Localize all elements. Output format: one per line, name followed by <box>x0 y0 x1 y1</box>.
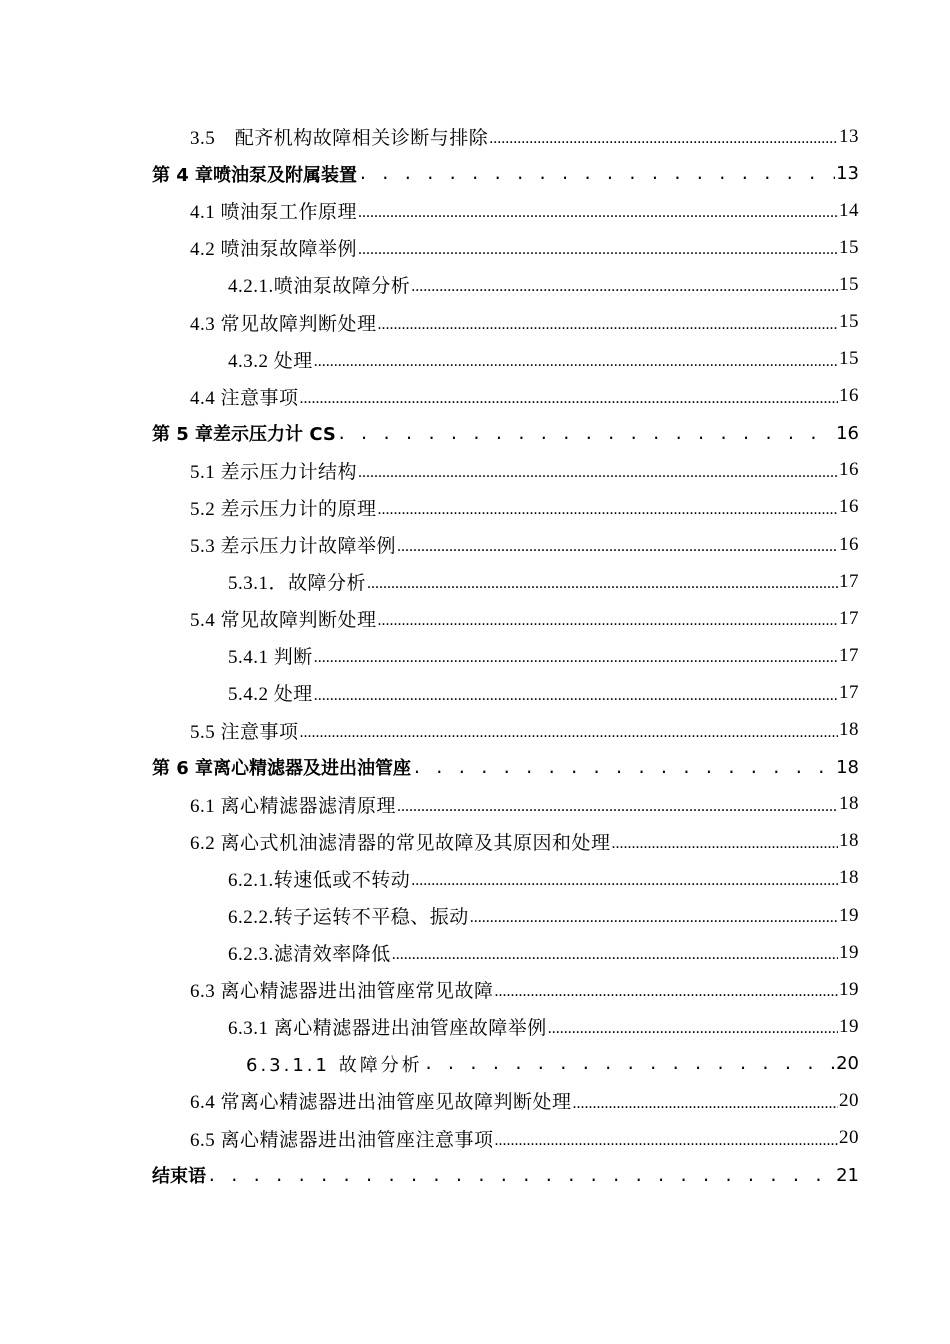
dot-leader <box>358 462 838 489</box>
toc-entry[interactable] <box>0 786 950 823</box>
toc-entry-title: 6.5 离心精滤器进出油管座注意事项 <box>190 1129 494 1151</box>
toc-entry-title: 5.1 差示压力计结构 <box>190 461 358 483</box>
toc-entry-title: 6.3.1.1 故障分析 <box>246 1054 423 1076</box>
toc-entry-title: 第 4 章喷油泵及附属装置 <box>152 164 358 186</box>
dot-leader <box>358 239 838 266</box>
toc-entry[interactable] <box>0 1045 950 1082</box>
dot-leader <box>412 759 835 786</box>
toc-entry-page-number: 19 <box>839 1015 859 1037</box>
toc-entry[interactable] <box>0 489 950 526</box>
toc-entry-title: 5.3 差示压力计故障举例 <box>190 536 397 558</box>
toc-entry-page-number: 15 <box>839 236 859 258</box>
dot-leader <box>314 351 838 378</box>
toc-entry[interactable] <box>0 452 950 489</box>
dot-leader <box>495 1130 838 1157</box>
toc-entry[interactable] <box>0 1120 950 1157</box>
dot-leader <box>300 722 838 749</box>
toc-entry[interactable] <box>0 1082 950 1119</box>
toc-entry-title: 4.4 注意事项 <box>190 387 299 409</box>
toc-entry-title: 6.2.3.滤清效率降低 <box>228 944 391 966</box>
toc-entry-page-number: 18 <box>839 719 859 741</box>
dot-leader <box>411 276 838 303</box>
dot-leader <box>300 388 838 415</box>
toc-entry[interactable] <box>0 712 950 749</box>
toc-entry-page-number: 14 <box>839 199 859 221</box>
dot-leader <box>548 1018 838 1045</box>
toc-entry-page-number: 13 <box>836 163 859 185</box>
toc-entry[interactable] <box>0 526 950 563</box>
toc-entry-page-number: 16 <box>839 385 859 407</box>
dot-leader <box>392 944 838 971</box>
toc-entry-title: 第 5 章差示压力计 CS <box>152 424 336 446</box>
toc-entry-page-number: 16 <box>839 533 859 555</box>
toc-entry-title: 5.3.1．故障分析 <box>228 573 367 595</box>
toc-entry-page-number: 15 <box>839 273 859 295</box>
toc-entry[interactable] <box>0 674 950 711</box>
toc-entry[interactable] <box>0 971 950 1008</box>
toc-entry[interactable] <box>0 637 950 674</box>
dot-leader <box>411 870 838 897</box>
dot-leader <box>337 425 835 452</box>
toc-entry-page-number: 16 <box>839 459 859 481</box>
toc-entry[interactable] <box>0 1008 950 1045</box>
toc-entry-title: 第 6 章离心精滤器及进出油管座 <box>152 758 412 780</box>
toc-entry-page-number: 17 <box>839 607 859 629</box>
dot-leader <box>207 1167 835 1194</box>
toc-entry[interactable] <box>0 934 950 971</box>
toc-entry-page-number: 17 <box>839 644 859 666</box>
toc-entry[interactable] <box>0 600 950 637</box>
toc-entry[interactable] <box>0 155 950 192</box>
dot-leader <box>495 981 838 1008</box>
dot-leader <box>378 499 838 526</box>
toc-entry-page-number: 15 <box>839 348 859 370</box>
toc-entry-title: 6.1 离心精滤器滤清原理 <box>190 795 397 817</box>
toc-entry[interactable] <box>0 1157 950 1194</box>
toc-entry[interactable] <box>0 118 950 155</box>
toc-entry-page-number: 18 <box>839 830 859 852</box>
dot-leader <box>424 1055 835 1082</box>
toc-entry-page-number: 18 <box>839 793 859 815</box>
toc-entry[interactable] <box>0 415 950 452</box>
toc-entry-page-number: 20 <box>839 1127 859 1149</box>
toc-entry-title: 4.3 常见故障判断处理 <box>190 313 377 335</box>
dot-leader <box>314 685 838 712</box>
toc-entry-title: 4.1 喷油泵工作原理 <box>190 202 358 224</box>
toc-entry-title: 6.2.2.转子运转不平稳、振动 <box>228 907 469 929</box>
toc-entry-title: 结束语 <box>152 1166 206 1188</box>
toc-entry-page-number: 18 <box>839 867 859 889</box>
toc-entry[interactable] <box>0 749 950 786</box>
toc-entry-title: 5.5 注意事项 <box>190 721 299 743</box>
toc-entry-page-number: 16 <box>836 422 859 444</box>
toc-entry-title: 6.3.1 离心精滤器进出油管座故障举例 <box>228 1018 547 1040</box>
toc-entry[interactable] <box>0 266 950 303</box>
toc-entry-title: 4.3.2 处理 <box>228 350 313 372</box>
toc-entry-page-number: 19 <box>839 978 859 1000</box>
toc-entry[interactable] <box>0 229 950 266</box>
toc-entry-page-number: 17 <box>839 570 859 592</box>
dot-leader <box>378 314 838 341</box>
toc-entry-page-number: 20 <box>836 1053 859 1075</box>
toc-entry-title: 3.5 配齐机构故障相关诊断与排除 <box>190 128 489 150</box>
dot-leader <box>470 907 838 934</box>
toc-entry[interactable] <box>0 192 950 229</box>
toc-entry-page-number: 19 <box>839 941 859 963</box>
toc-entry-title: 6.2.1.转速低或不转动 <box>228 869 411 891</box>
toc-entry-title: 5.4.2 处理 <box>228 684 313 706</box>
toc-entry[interactable] <box>0 860 950 897</box>
toc-entry-title: 4.2 喷油泵故障举例 <box>190 239 358 261</box>
toc-entry[interactable] <box>0 378 950 415</box>
dot-leader <box>397 796 838 823</box>
toc-entry-page-number: 19 <box>839 904 859 926</box>
dot-leader <box>612 833 838 860</box>
toc-entry-title: 5.4.1 判断 <box>228 647 313 669</box>
dot-leader <box>367 573 838 600</box>
toc-entry[interactable] <box>0 823 950 860</box>
toc-entry-title: 6.4 常离心精滤器进出油管座见故障判断处理 <box>190 1092 572 1114</box>
dot-leader <box>489 128 838 155</box>
dot-leader <box>397 536 838 563</box>
toc-entry-page-number: 13 <box>839 125 859 147</box>
dot-leader <box>314 647 838 674</box>
toc-entry[interactable] <box>0 897 950 934</box>
toc-entry-page-number: 17 <box>839 681 859 703</box>
toc-entry[interactable] <box>0 563 950 600</box>
toc-entry[interactable] <box>0 303 950 340</box>
toc-entry-page-number: 16 <box>839 496 859 518</box>
toc-entry-title: 4.2.1.喷油泵故障分析 <box>228 276 411 298</box>
dot-leader <box>378 610 838 637</box>
toc-entry-title: 5.4 常见故障判断处理 <box>190 610 377 632</box>
dot-leader <box>358 202 838 229</box>
toc-entry-title: 5.2 差示压力计的原理 <box>190 498 377 520</box>
toc-entry-title: 6.3 离心精滤器进出油管座常见故障 <box>190 981 494 1003</box>
dot-leader <box>573 1093 838 1120</box>
toc-entry[interactable] <box>0 341 950 378</box>
dot-leader <box>358 165 835 192</box>
toc-entry-page-number: 18 <box>836 756 859 778</box>
toc-entry-title: 6.2 离心式机油滤清器的常见故障及其原因和处理 <box>190 832 611 854</box>
table-of-contents <box>0 118 950 1194</box>
toc-entry-page-number: 15 <box>839 311 859 333</box>
toc-entry-page-number: 21 <box>836 1164 859 1186</box>
toc-entry-page-number: 20 <box>839 1089 859 1111</box>
